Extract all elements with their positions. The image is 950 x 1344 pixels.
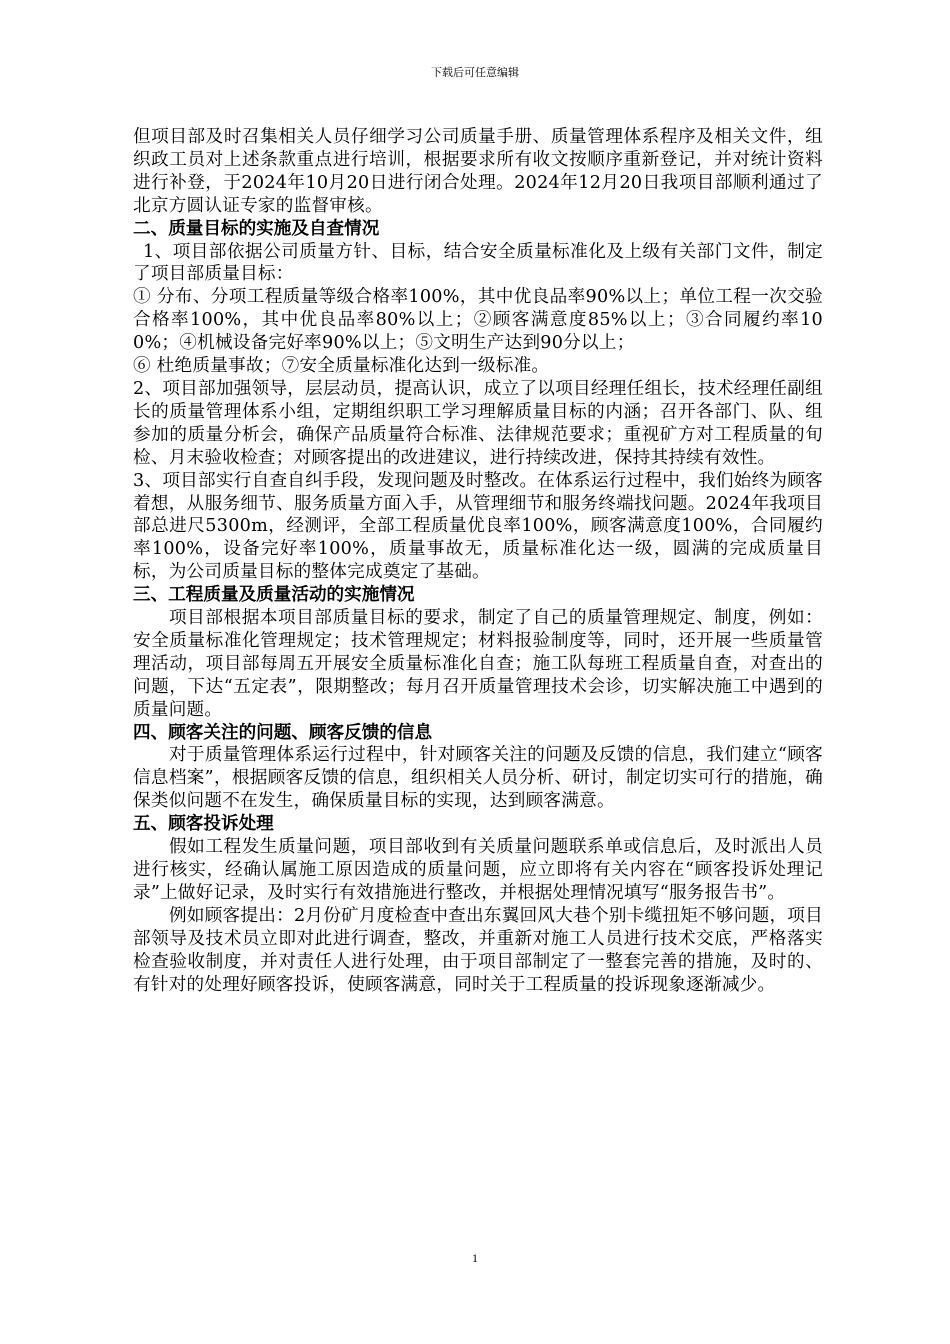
paragraph: 对于质量管理体系运行过程中，针对顾客关注的问题及反馈的信息，我们建立“顾客信息档案”，根据顾客反馈的信息，组织相关人员分析、研讨，制定切实可行的措施，确保类似问题不在发生，确保质量目标的实现，达到顾客满意。 — [133, 745, 823, 812]
paragraph: 3、项目部实行自查自纠手段，发现问题及时整改。在体系运行过程中，我们始终为顾客着想，从服务细节、服务质量方面入手，从管理细节和服务终端找问题。2024年我项目部总进尺5300m，经测评，全部工程质量优良率100%，顾客满意度100%，合同履约率100%，设备完好率100%，质量事故无，质量标准化达一级，圆满的完成质量目标，为公司质量目标的整体完成奠定了基础。 — [133, 470, 823, 583]
document-body — [133, 126, 823, 996]
section-heading: 二、质量目标的实施及自查情况 — [133, 218, 380, 239]
section-heading: 四、顾客关注的问题、顾客反馈的信息 — [133, 722, 433, 743]
section-heading: 三、工程质量及质量活动的实施情况 — [133, 585, 415, 606]
paragraph: 1、项目部依据公司质量方针、目标，结合安全质量标准化及上级有关部门文件，制定了项目部质量目标： — [133, 241, 823, 285]
page-header: 下载后可任意编辑 — [431, 66, 519, 79]
paragraph: 例如顾客提出：2月份矿月度检查中查出东翼回风大巷个别卡缆扭矩不够问题，项目部领导及技术员立即对此进行调查，整改，并重新对施工人员进行技术交底，严格落实检查验收制度，并对责任人进行处理，由于项目部制定了一整套完善的措施，及时的、有针对的处理好顾客投诉，使顾客满意，同时关于工程质量的投诉现象逐渐减少。 — [133, 905, 823, 995]
paragraph: 2、项目部加强领导，层层动员，提高认识，成立了以项目经理任组长，技术经理任副组长的质量管理体系小组，定期组织职工学习理解质量目标的内涵；召开各部门、队、组参加的质量分析会，确保产品质量符合标准、法律规范要求；重视矿方对工程质量的旬检、月末验收检查；对顾客提出的改进建议，进行持续改进，保持其持续有效性。 — [133, 378, 823, 468]
paragraph: 项目部根据本项目部质量目标的要求，制定了自己的质量管理规定、制度，例如：安全质量标准化管理规定；技术管理规定；材料报验制度等，同时，还开展一些质量管理活动，项目部每周五开展安全质量标准化自查；施工队每班工程质量自查，对查出的问题，下达“五定表”，限期整改；每月召开质量管理技术会诊，切实解决施工中遇到的质量问题。 — [133, 608, 823, 720]
paragraph: ⑥ 杜绝质量事故；⑦安全质量标准化达到一级标准。 — [133, 356, 550, 377]
paragraph: ① 分布、分项工程质量等级合格率100%，其中优良品率90%以上；单位工程一次交验合格率100%，其中优良品率80%以上；②顾客满意度85%以上；③合同履约率100%；④机械设备完好率90%以上；⑤文明生产达到90分以上； — [133, 287, 823, 354]
page-number: 1 — [472, 1251, 478, 1265]
paragraph: 但项目部及时召集相关人员仔细学习公司质量手册、质量管理体系程序及相关文件，组织政工员对上述条款重点进行培训，根据要求所有收文按顺序重新登记，并对统计资料进行补登，于2024年10月20日进行闭合处理。2024年12月20日我项目部顺利通过了北京方圆认证专家的监督审核。 — [133, 127, 823, 216]
section-heading: 五、顾客投诉处理 — [133, 814, 274, 835]
paragraph: 假如工程发生质量问题，项目部收到有关质量问题联系单或信息后，及时派出人员进行核实，经确认属施工原因造成的质量问题，应立即将有关内容在“顾客投诉处理记录”上做好记录，及时实行有效措施进行整改，并根据处理情况填写“服务报告书”。 — [133, 837, 823, 903]
